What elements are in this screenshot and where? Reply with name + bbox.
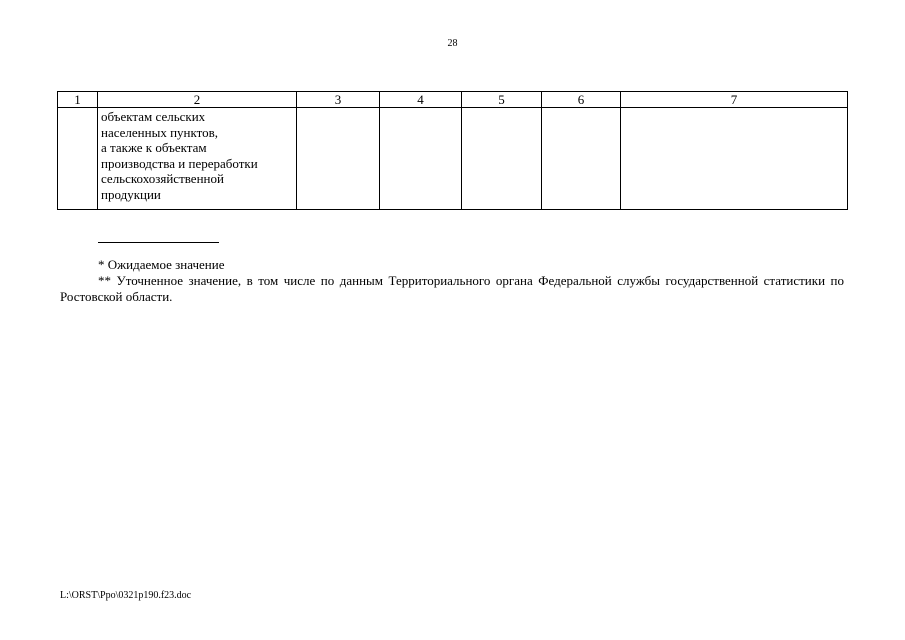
table-cell-col4 (380, 108, 462, 210)
page-number: 28 (447, 38, 458, 49)
cell-text-line: сельскохозяйственной (101, 171, 224, 186)
column-header-1: 1 (58, 92, 98, 108)
column-header-3: 3 (297, 92, 380, 108)
footnote-separator (98, 242, 219, 243)
cell-text-line: объектам сельских (101, 109, 206, 124)
table-header-row (58, 92, 848, 108)
column-header-7: 7 (621, 92, 848, 108)
cell-text-line: производства и переработки (101, 155, 258, 171)
footnote-expected-value: * Ожидаемое значение (98, 257, 225, 272)
data-table (57, 91, 848, 210)
cell-text-line: населенных пунктов, (101, 124, 219, 140)
table-cell-col6 (542, 108, 621, 210)
document-file-path: L:\ORST\Ppo\0321p190.f23.doc (60, 590, 192, 601)
table-cell-col2 (98, 108, 297, 210)
table-cell-col1 (58, 108, 98, 210)
column-header-5: 5 (462, 92, 542, 108)
column-header-4: 4 (380, 92, 462, 108)
footnote-refined-value: ** Уточненное значение, в том числе по данным Территориального органа Федеральной службы государственной статистики по Ростовской области. (60, 273, 844, 304)
table-row (58, 108, 848, 210)
table-cell-col5 (462, 108, 542, 210)
cell-text-line: продукции (101, 186, 161, 202)
table-cell-col3 (297, 108, 380, 210)
table-cell-col7 (621, 108, 848, 210)
cell-text-line: а также к объектам (101, 140, 207, 155)
column-header-2: 2 (98, 92, 297, 108)
column-header-6: 6 (542, 92, 621, 108)
footnotes (60, 257, 844, 305)
